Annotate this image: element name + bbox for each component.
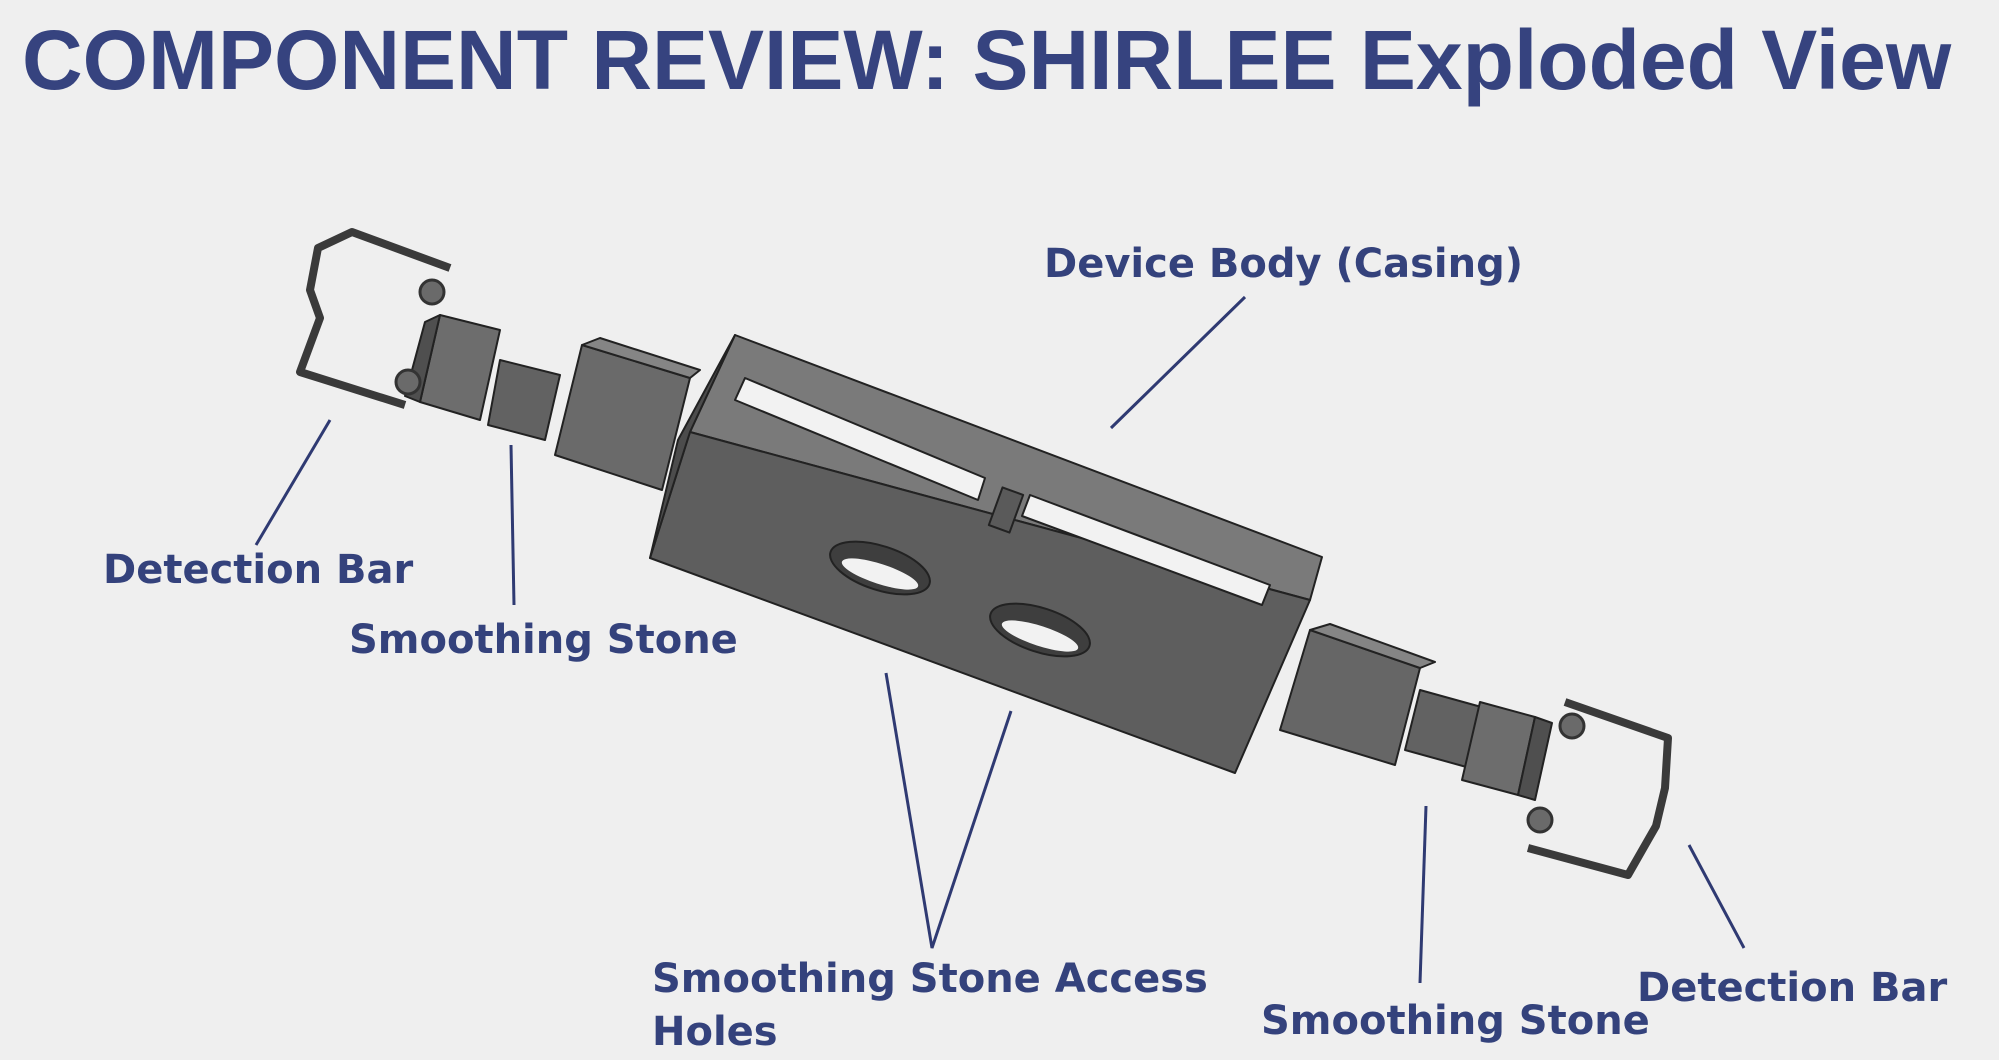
leader-smoothing-stone-right bbox=[1420, 806, 1426, 983]
label-smoothing-stone-left: Smoothing Stone bbox=[349, 617, 738, 663]
label-access-holes-line1: Smoothing Stone Access bbox=[652, 956, 1208, 1002]
label-access-holes-line2: Holes bbox=[652, 1009, 778, 1055]
label-smoothing-stone-right: Smoothing Stone bbox=[1261, 998, 1650, 1044]
smoothing-stone-right-part bbox=[1280, 624, 1552, 800]
leader-detection-bar-left bbox=[256, 420, 330, 545]
leader-device-body bbox=[1111, 297, 1245, 428]
smoothing-stone-left-part bbox=[405, 315, 700, 490]
leader-smoothing-stone-left bbox=[511, 445, 514, 605]
page-title: COMPONENT REVIEW: SHIRLEE Exploded View bbox=[22, 13, 1952, 107]
leader-detection-bar-right bbox=[1689, 845, 1744, 948]
label-detection-bar-left: Detection Bar bbox=[103, 547, 414, 593]
label-detection-bar-right: Detection Bar bbox=[1637, 965, 1948, 1011]
leader-access-holes bbox=[886, 673, 1011, 948]
device-body bbox=[650, 335, 1322, 773]
label-device-body: Device Body (Casing) bbox=[1044, 241, 1524, 287]
